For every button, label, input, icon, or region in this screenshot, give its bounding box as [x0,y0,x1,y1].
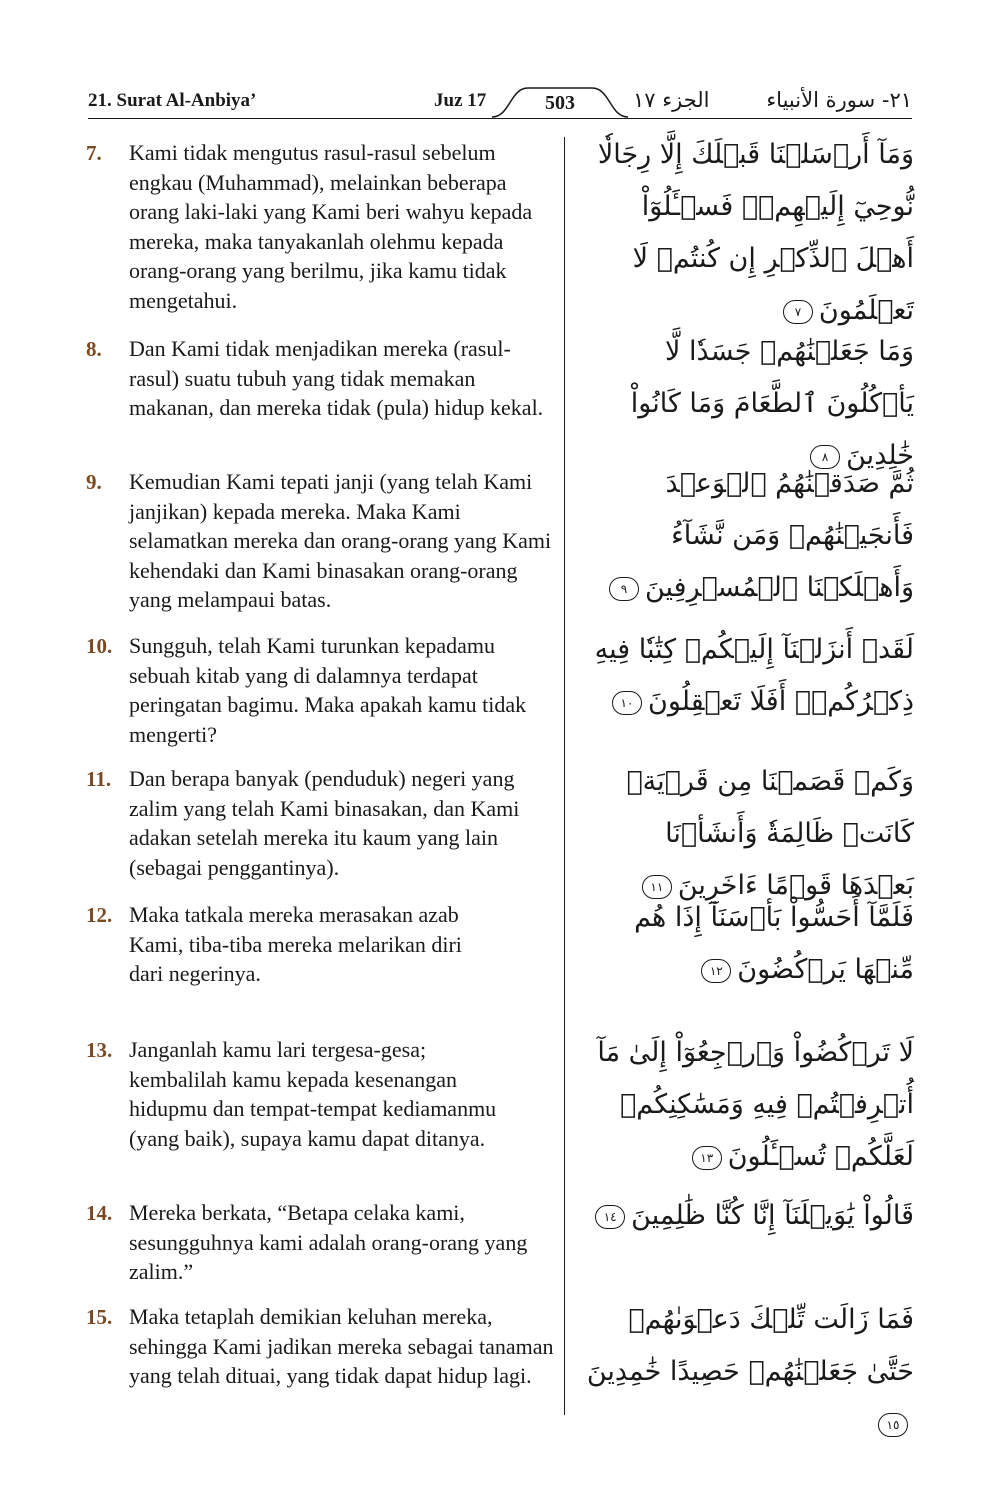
arabic-text: وَمَآ أَرۡسَلۡنَا قَبۡلَكَ إِلَّا رِجَالٗا نُّوحِيٓ إِلَيۡهِمۡۖ فَسۡـَٔلُوٓاْ أَهۡلَ ٱلذِّكۡرِ إِن كُنتُمۡ لَا تَعۡلَمُونَ [597,139,914,326]
verse-arabic [584,1027,914,1183]
verse-number: 14. [86,1201,113,1225]
arabic-text: فَلَمَّآ أَحَسُّواْ بَأۡسَنَآ إِذَا هُم مِّنۡهَا يَرۡكُضُونَ [634,902,914,985]
arabic-text: وَمَا جَعَلۡنَٰهُمۡ جَسَدٗا لَّا يَأۡكُلُونَ ٱلطَّعَامَ وَمَا كَانُواْ خَٰلِدِينَ [630,336,914,471]
page-number: 503 [545,92,575,114]
verse-number: 12. [86,903,113,927]
page-header [88,88,912,120]
verse-arabic [584,458,914,614]
verse-end-marker-icon: ١٤ [595,1205,625,1229]
verse-arabic [584,756,914,912]
verse-arabic [584,129,914,337]
page-number-tab [492,86,628,118]
surah-title-arabic: ٢١- سورة الأنبياء [766,88,912,112]
verse-translation: Maka tatkala mereka merasakan azab Kami, tiba-tiba mereka melarikan diri dari negerinya. [129,902,462,987]
verse-arabic [584,1294,914,1450]
verse-number: 13. [86,1038,113,1062]
arabic-text: لَقَدۡ أَنزَلۡنَآ إِلَيۡكُمۡ كِتَٰبٗا فِيهِ ذِكۡرُكُمۡۚ أَفَلَا تَعۡقِلُونَ [594,634,914,717]
verse-translation: Dan berapa banyak (penduduk) negeri yang zalim yang telah Kami binasakan, dan Kami adakan setelah mereka itu kaum yang lain (sebagai penggantinya). [129,766,520,880]
column-divider [564,137,565,1415]
verse-end-marker-icon: ١٠ [612,691,642,715]
verse-number: 11. [86,767,112,791]
verse-end-marker-icon: ١٥ [878,1413,908,1437]
verse-end-marker-icon: ٩ [609,577,639,601]
arabic-text: ثُمَّ صَدَقۡنَٰهُمُ ٱلۡوَعۡدَ فَأَنجَيۡنَٰهُمۡ وَمَن نَّشَآءُ وَأَهۡلَكۡنَا ٱلۡمُسۡرِفِينَ [644,468,914,603]
verse-end-marker-icon: ١٢ [701,959,731,983]
verse-arabic [584,624,914,728]
verse-end-marker-icon: ٨ [810,445,840,469]
arabic-text: فَمَا زَالَت تِّلۡكَ دَعۡوَىٰهُمۡ حَتَّىٰ جَعَلۡنَٰهُمۡ حَصِيدًا خَٰمِدِينَ [586,1304,914,1387]
verse-translation: Kemudian Kami tepati janji (yang telah Kami janjikan) kepada mereka. Maka Kami selamatkan mereka dan orang-orang yang Kami kehendaki dan Kami binasakan orang-orang yang melampaui batas. [129,469,552,613]
verse-end-marker-icon: ١١ [642,875,672,899]
verse-translation: Mereka berkata, “Betapa celaka kami, sesungguhnya kami adalah orang-orang yang zalim.” [129,1200,528,1285]
arabic-text: قَالُواْ يَٰوَيۡلَنَآ إِنَّا كُنَّا ظَٰلِمِينَ [631,1200,914,1231]
juz-label-arabic: الجزء ١٧ [633,88,710,112]
juz-label-latin: Juz 17 [434,90,487,111]
verse-end-marker-icon: ١٣ [692,1146,722,1170]
verse-arabic [584,892,914,996]
verse-translation: Janganlah kamu lari tergesa-gesa; kembalilah kamu kepada kesenangan hidupmu dan tempat-tempat kediamanmu (yang baik), supaya kamu dapat ditanya. [129,1037,497,1151]
verse-number: 15. [86,1305,113,1329]
verse-number: 8. [86,337,102,361]
arabic-text: لَا تَرۡكُضُواْ وَٱرۡجِعُوٓاْ إِلَىٰ مَآ أُتۡرِفۡتُمۡ فِيهِ وَمَسَٰكِنِكُمۡ لَعَلَّكُمۡ تُسۡـَٔلُونَ [597,1037,914,1172]
verse-number: 9. [86,470,102,494]
arabic-text: وَكَمۡ قَصَمۡنَا مِن قَرۡيَةٖ كَانَتۡ ظَالِمَةٗ وَأَنشَأۡنَا بَعۡدَهَا قَوۡمًا ءَاخَرِينَ [626,766,914,901]
verse-number: 7. [86,141,102,165]
verse-translation: Dan Kami tidak menjadikan mereka (rasul-rasul) suatu tubuh yang tidak memakan makanan, dan mereka tidak (pula) hidup kekal. [129,336,544,421]
verse-end-marker-icon: ٧ [783,300,813,324]
verse-translation: Maka tetaplah demikian keluhan mereka, sehingga Kami jadikan mereka sebagai tanaman yang telah dituai, yang tidak dapat hidup lagi. [129,1304,554,1389]
verse-arabic [584,1190,914,1242]
verse-translation: Sungguh, telah Kami turunkan kepadamu sebuah kitab yang di dalamnya terdapat peringatan bagimu. Maka apakah kamu tidak mengerti? [129,633,527,747]
verse-translation: Kami tidak mengutus rasul-rasul sebelum engkau (Muhammad), melainkan beberapa orang laki-laki yang Kami beri wahyu kepada mereka, maka tanyakanlah olehmu kepada orang-orang yang berilmu, jika kamu tidak mengetahui. [129,140,533,313]
verse-number: 10. [86,634,113,658]
surah-title-latin: 21. Surat Al-Anbiya’ [88,90,257,111]
header-rule [88,118,912,119]
